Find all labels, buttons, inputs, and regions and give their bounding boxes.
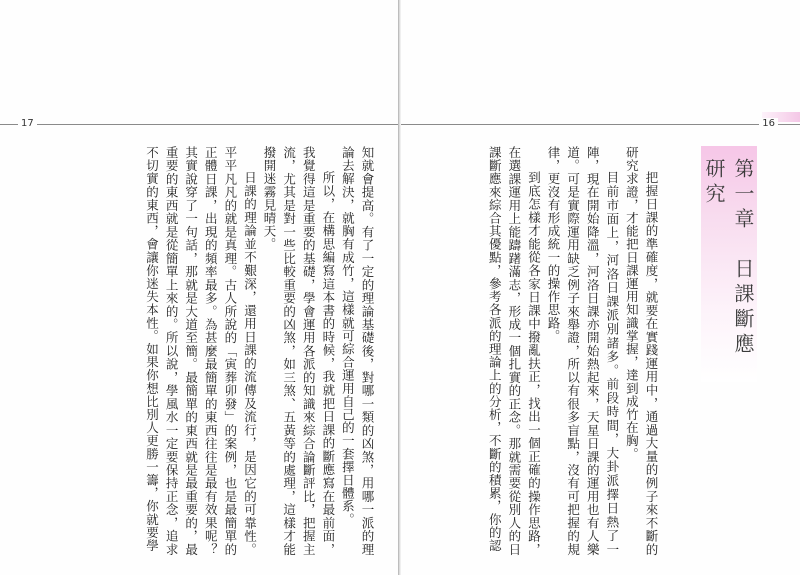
chapter-title-banner (701, 146, 757, 382)
paragraph-1: 知就會提高。有了一定的理論基礎後，對哪一類的凶煞，用哪一派的理論去解決，就胸有成竹，這樣就可綜合運用自己的一套擇日體系。 (340, 146, 375, 556)
paragraph-1: 把握日課的準確度，就要在實踐運用中，通過大量的例子來不斷的研究求證，才能把日課運用知識掌握，達到成竹在胸。 (624, 146, 659, 556)
page-number-left: 17 (18, 118, 37, 129)
header-rule (0, 124, 399, 125)
right-page (401, 0, 800, 575)
left-page (0, 0, 399, 575)
paragraph-2: 所以，在構思編寫這本書的時候，我就把日課的斷應寫在最前面，我覺得這是重要的基礎，學會運用各派的知識來綜合論斷評比，把握主流，尤其是對一些比較重要的凶煞，如三煞、五黃等的處理，這樣才能撥開迷霧見晴天。 (262, 146, 336, 556)
header-rule (401, 124, 800, 125)
left-page-body (42, 146, 377, 556)
chapter-title: 第一章 日課斷應研究 (702, 158, 755, 358)
paragraph-3: 日課的理論並不艱深，還用日課的流傳及流行，是因它的可靠性。平平凡凡的就是真理。古人所說的「寅葬卯發」的案例，也是最簡單的正體日課，出現的頻率最多。為甚麼最簡單的東西往往是最有效果呢？其實說穿了一句話，那就是大道至簡。最簡單的東西就是最重要的，最重要的東西就是從簡單上來的。所以說，學風水一定要保持正念，追求不切實的東西，會讓你迷失本性。如果你想比別人更勝一籌，你就要學 (144, 146, 258, 556)
right-page-body (413, 146, 661, 556)
page-number-right: 16 (759, 118, 778, 129)
paragraph-2: 目前市面上，河洛日課派別諸多。前段時間，大卦派擇日熱了一陣，現在開始降溫，河洛日課亦開始熱起來，天星日課的運用也有人樂道。可是實際運用缺乏例子來舉證，所以有很多盲點，沒有可把握的規律，更沒有形成統一的操作思路。 (546, 146, 620, 556)
paragraph-3: 到底怎樣才能從各家日課中撥亂扶正，找出一個正確的操作思路，在選課運用上能躊躇滿志，形成一個扎實的正念。那就需要從別人的日課斷應來綜合其優點，參考各派的理論上的分析，不斷的積累，你的認 (487, 146, 542, 556)
